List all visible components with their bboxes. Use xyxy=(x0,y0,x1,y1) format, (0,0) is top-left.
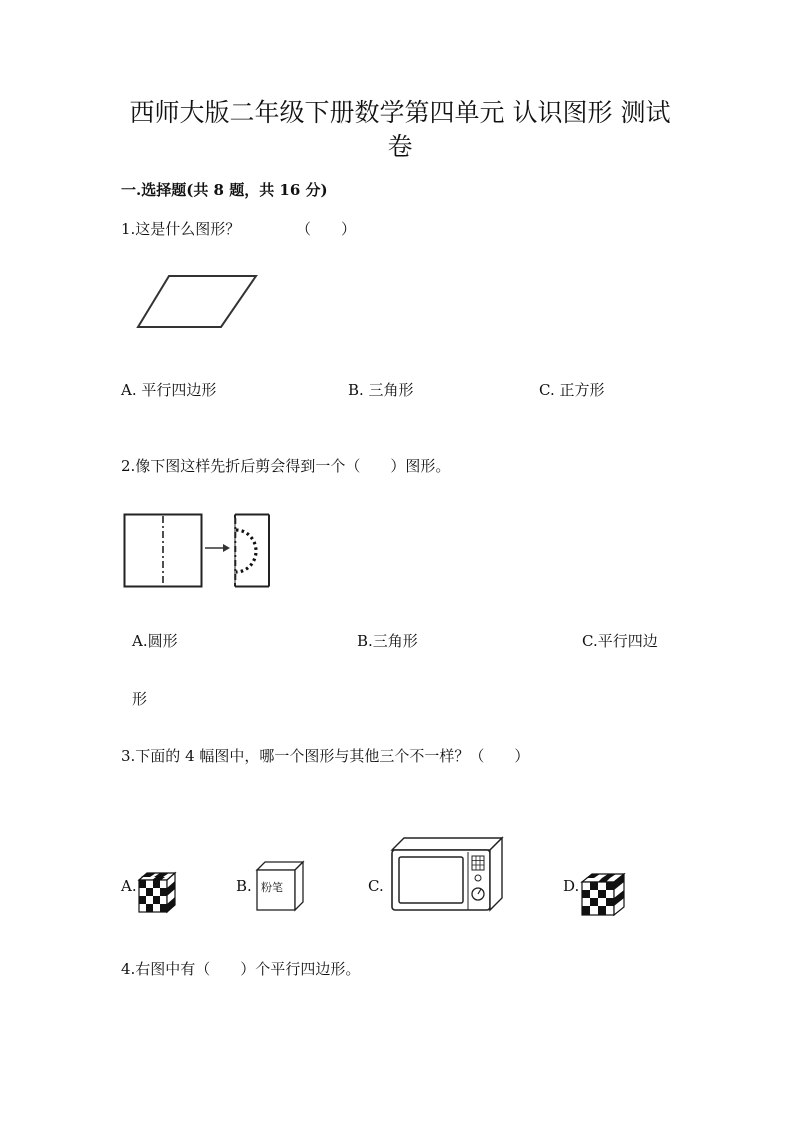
fold-cut-figure xyxy=(120,510,280,592)
question-3-option-c[interactable]: C. xyxy=(368,877,384,895)
question-2-option-c-wrap: 形 xyxy=(132,690,148,708)
section-heading: 一.选择题(共 8 题，共 16 分) xyxy=(121,181,328,199)
question-2-stem: 2.像下图这样先折后剪会得到一个（ ）图形。 xyxy=(121,457,451,475)
question-1-blank: （ ） xyxy=(296,220,357,238)
chalk-box-label: 粉笔 xyxy=(261,881,283,894)
question-2-option-c[interactable]: C.平行四边 xyxy=(582,632,658,650)
question-3-option-d[interactable]: D. xyxy=(563,877,580,895)
question-1-option-b[interactable]: B. 三角形 xyxy=(348,381,414,399)
question-1-option-a[interactable]: A. 平行四边形 xyxy=(121,381,217,399)
title-line-2: 卷 xyxy=(387,132,413,161)
microwave-icon xyxy=(386,834,506,914)
parallelogram-figure xyxy=(130,270,270,332)
question-2-option-b[interactable]: B.三角形 xyxy=(357,632,418,650)
question-1-stem: 1.这是什么图形？ xyxy=(121,220,241,238)
question-3-stem: 3.下面的 4 幅图中，哪一个图形与其他三个不一样？（ ） xyxy=(121,747,530,765)
checkered-cube-d-icon xyxy=(579,872,629,918)
question-4-stem: 4.右图中有（ ）个平行四边形。 xyxy=(121,960,361,978)
question-3-option-a[interactable]: A. xyxy=(121,877,137,895)
title-line-1: 西师大版二年级下册数学第四单元 认识图形 测试 xyxy=(129,98,671,127)
checkered-cube-a-icon xyxy=(136,871,180,915)
question-3-option-b[interactable]: B. xyxy=(236,877,252,895)
question-1-option-c[interactable]: C. 正方形 xyxy=(539,381,605,399)
question-2-option-a[interactable]: A.圆形 xyxy=(132,632,178,650)
page-title xyxy=(0,96,800,164)
